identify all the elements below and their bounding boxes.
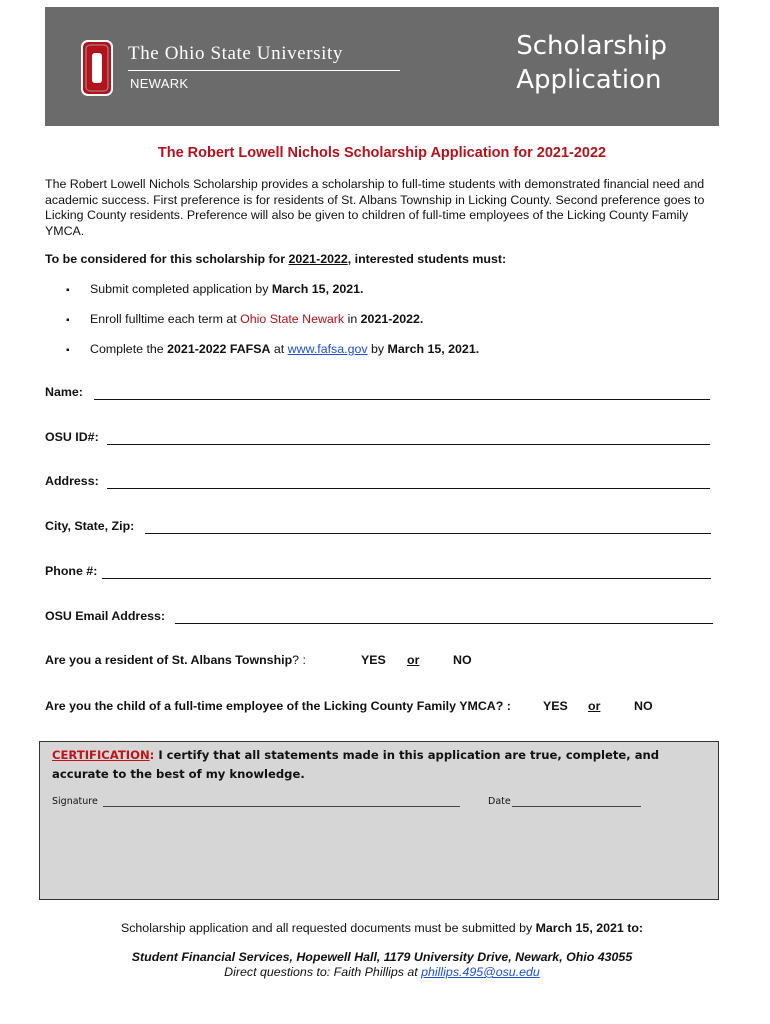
ymca-no-option[interactable]: NO (634, 699, 653, 713)
question-st-albans: Are you a resident of St. Albans Township? : (45, 653, 306, 667)
requirement-item: ▪ Complete the 2021-2022 FAFSA at www.fafsa.gov by March 15, 2021. (66, 342, 480, 356)
st-albans-or: or (407, 653, 420, 667)
document-title: The Robert Lowell Nichols Scholarship Application for 2021-2022 (157, 145, 607, 161)
requirements-heading: To be considered for this scholarship for 2021-2022, interested students must: (45, 252, 507, 266)
phone-label: Phone #: (45, 564, 98, 578)
city-state-zip-label: City, State, Zip: (45, 519, 135, 533)
osu-block-o-logo (81, 40, 113, 96)
address-field[interactable] (107, 475, 710, 489)
office-address: Student Financial Services, Hopewell Hall, 1179 University Drive, Newark, Ohio 43055 (131, 950, 633, 964)
certification-statement: CERTIFICATION: I certify that all statements made in this application are true, complete, and accurate to the best of my knowledge. (52, 748, 660, 781)
st-albans-no-option[interactable]: NO (453, 653, 472, 667)
osu-email-field[interactable] (175, 610, 713, 624)
bullet-icon: ▪ (66, 285, 70, 296)
header-banner (45, 7, 719, 126)
ymca-or: or (588, 699, 601, 713)
requirement-item: ▪ Enroll fulltime each term at Ohio State Newark in 2021-2022. (66, 312, 424, 326)
osu-id-field[interactable] (107, 431, 710, 445)
header-divider (128, 70, 400, 71)
address-label: Address: (45, 474, 99, 488)
osu-id-label: OSU ID#: (45, 430, 99, 444)
banner-title-line1: Scholarship (516, 31, 667, 61)
university-name: The Ohio State University (128, 43, 343, 64)
phone-field[interactable] (102, 565, 711, 579)
contact-email-link[interactable]: phillips.495@osu.edu (421, 965, 540, 979)
name-label: Name: (45, 385, 83, 399)
signature-field[interactable] (103, 796, 460, 807)
date-field[interactable] (512, 796, 641, 807)
banner-title-line2: Application (516, 65, 662, 95)
requirement-item: ▪ Submit completed application by March 15, 2021. (66, 282, 364, 296)
bullet-icon: ▪ (66, 345, 70, 356)
contact-line: Direct questions to: Faith Phillips at phillips.495@osu.edu (224, 965, 540, 979)
fafsa-link[interactable]: www.fafsa.gov (287, 342, 368, 356)
intro-paragraph: The Robert Lowell Nichols Scholarship provides a scholarship to full-time students with demonstrated financial need and academic success. First preference is for residents of St. Albans Township in Licking County. Second preference goes to Licking County residents. Preference will also be given to children of full-time employees of the Licking County Family YMCA. (45, 177, 705, 238)
campus-name: NEWARK (130, 76, 189, 91)
city-state-zip-field[interactable] (145, 520, 711, 534)
osu-email-label: OSU Email Address: (45, 609, 166, 623)
submission-note: Scholarship application and all requested documents must be submitted by March 15, 2021 to: (120, 921, 644, 935)
date-label: Date (488, 796, 511, 807)
question-ymca-child: Are you the child of a full-time employee of the Licking County Family YMCA? : (45, 699, 511, 713)
signature-label: Signature (52, 796, 98, 807)
banner-title (516, 29, 667, 97)
ymca-yes-option[interactable]: YES (543, 699, 568, 713)
name-field[interactable] (94, 386, 710, 400)
st-albans-yes-option[interactable]: YES (361, 653, 386, 667)
bullet-icon: ▪ (66, 315, 70, 326)
